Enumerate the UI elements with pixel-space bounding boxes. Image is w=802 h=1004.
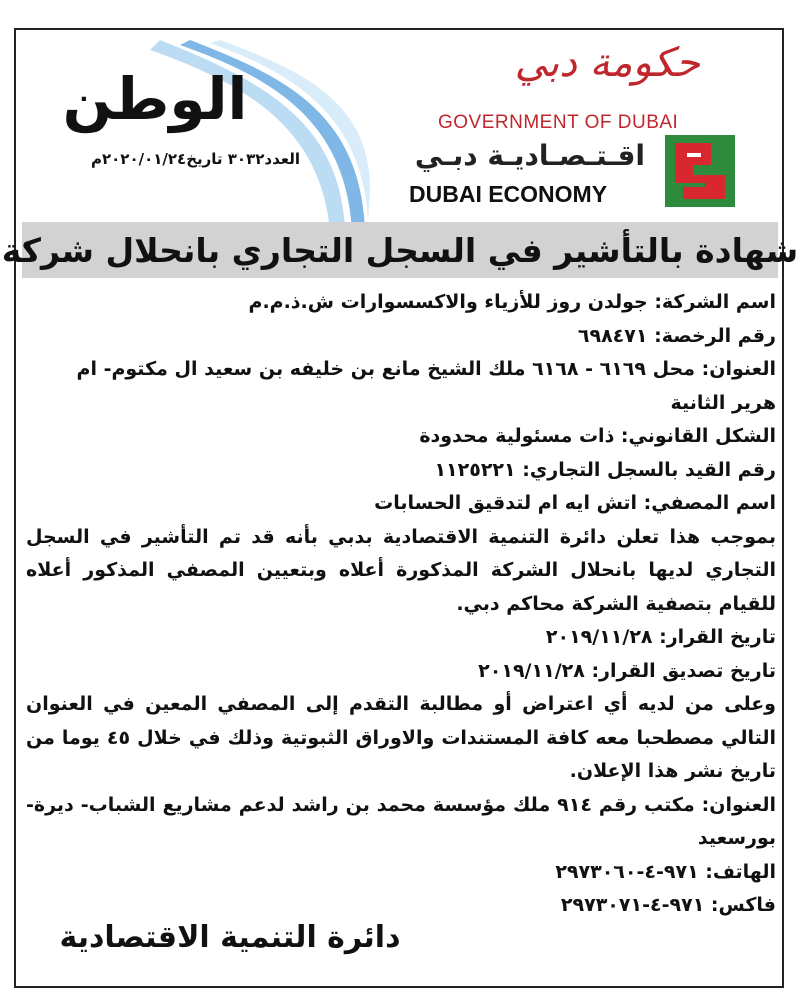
decision-date-line: تاريخ القرار: ٢٠١٩/١١/٢٨	[545, 626, 776, 648]
approval-date-line: تاريخ تصديق القرار: ٢٠١٩/١١/٢٨	[478, 659, 776, 682]
dubai-economy-mark-icon	[665, 135, 735, 207]
liquidator-address-line: العنوان: مكتب رقم ٩١٤ ملك مؤسسة محمد بن راشد لدعم مشاريع الشباب- ديرة- بورسعيد	[26, 793, 776, 849]
objection-paragraph: وعلى من لديه أي اعتراض أو مطالبة التقدم إلى المصفي المعين في العنوان التالي مصطحبا معه كافة المستندات والاوراق الثبوتية وذلك في خلال ٤٥ يوما من تاريخ نشر هذا الإعلان.	[26, 693, 776, 782]
address-line: العنوان: محل ٦١٦٩ - ٦١٦٨ ملك الشيخ مانع بن خليفه بن سعيد ال مكتوم- ام هرير الثانية	[76, 358, 776, 414]
announcement-paragraph: بموجب هذا تعلن دائرة التنمية الاقتصادية بدبي بأنه قد تم التأشير في السجل التجاري لديها بانحلال الشركة المذكورة أعلاه وبتعيين المصفي المذكور أعلاه للقيام بتصفية الشركة محاكم دبي.	[26, 525, 776, 615]
newspaper-block	[20, 40, 350, 200]
newspaper-masthead: الوطن	[62, 65, 248, 133]
liquidator-name-line: اسم المصفي: اتش ايه ام لتدقيق الحسابات	[374, 492, 776, 514]
issue-line: العدد٣٠٣٢ تاريخ٢٠٢٠/٠١/٢٤م	[90, 150, 300, 168]
legal-form-line: الشكل القانوني: ذات مسئولية محدودة	[419, 425, 776, 447]
registry-number-line: رقم القيد بالسجل التجاري: ١١٢٥٢٢١	[434, 458, 776, 481]
government-logo-arabic: حكومة دبي	[514, 40, 700, 86]
dubai-economy-arabic: اقـتـصـاديـة دبـي	[414, 139, 645, 172]
government-logo	[420, 40, 730, 140]
company-name-line: اسم الشركة: جولدن روز للأزياء والاكسسوارات ش.ذ.م.م	[248, 291, 776, 313]
notice-title-bar	[1, 222, 799, 278]
fax-line: فاكس: ٩٧١-٤-٢٩٧٣٠٧١	[560, 894, 776, 916]
dubai-economy-logo	[405, 135, 735, 210]
license-number-line: رقم الرخصة: ٦٩٨٤٧١	[577, 324, 776, 347]
government-logo-latin: GOVERNMENT OF DUBAI	[438, 112, 679, 133]
phone-line: الهاتف: ٩٧١-٤-٢٩٧٣٠٦٠	[555, 860, 776, 883]
notice-body	[26, 286, 776, 923]
notice-title: شهادة بالتأشير في السجل التجاري بانحلال شركة	[1, 230, 799, 270]
department-signature: دائرة التنمية الاقتصادية	[59, 920, 401, 955]
dubai-economy-latin: DUBAI ECONOMY	[409, 181, 608, 207]
